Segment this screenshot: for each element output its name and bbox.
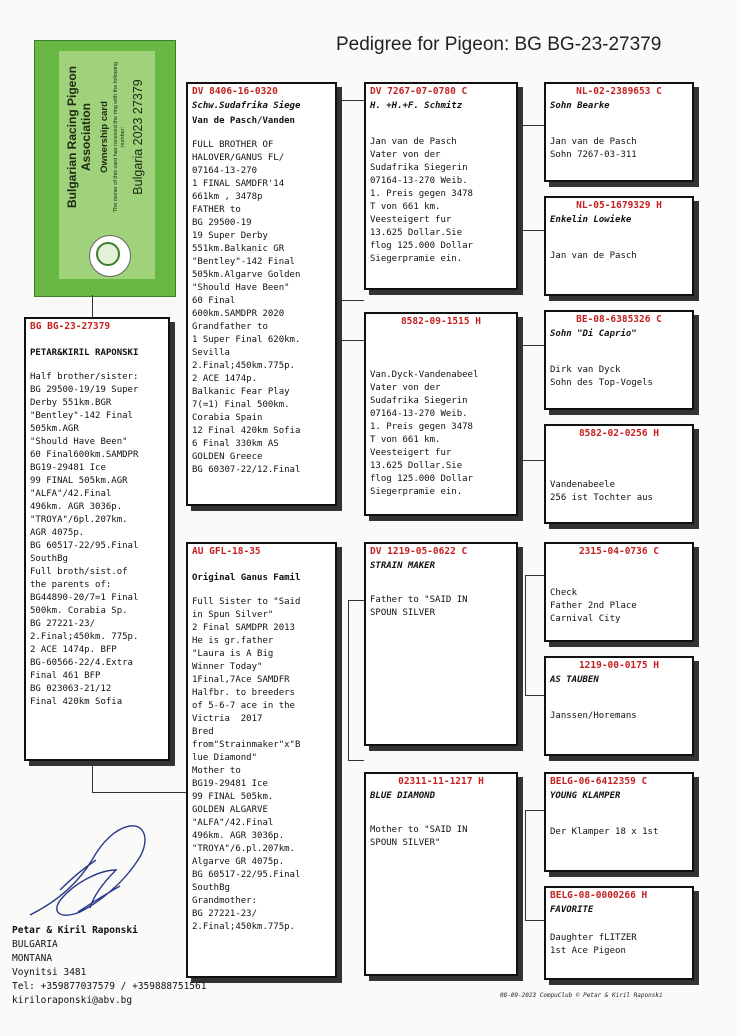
owner-name: Petar & Kiril Raponski — [12, 925, 138, 936]
connector-line — [520, 230, 544, 231]
subject-ring: BG BG-23-27379 — [30, 321, 111, 332]
subject-owner: PETAR&KIRIL RAPONSKI — [30, 348, 139, 358]
connector-line — [520, 345, 544, 346]
owner-town: Voynitsi 3481 — [12, 967, 87, 978]
sire-sire-notes: Jan van de Pasch Vater von der Sudafrika Siegerin 07164-13-270 Weib. 1. Preis gegen 3478 T von 661 km. Veesteigert fur 13.625 Dollar.Sie flog 125.000 Dollar Siegerpramie ein. — [370, 137, 473, 264]
dam-sire-ring: DV 1219-05-0622 C — [370, 546, 468, 557]
dam-dam-ring: 02311-11-1217 H — [398, 776, 484, 787]
ssd-notes: Jan van de Pasch — [550, 251, 637, 261]
ownership-card-rotated-text — [59, 51, 155, 279]
sdd-notes: Vandenabeele 256 ist Tochter aus — [550, 480, 653, 503]
sire-dam-card — [364, 312, 518, 516]
sire-sire-ring: DV 7267-07-0780 C — [370, 86, 468, 97]
sire-sire-name: H. +H.+F. Schmitz — [370, 101, 463, 111]
sire-breeder: Van de Pasch/Vanden — [192, 116, 295, 126]
sire-name: Schw.Sudafrika Siege — [192, 101, 301, 111]
connector-line — [520, 345, 521, 460]
sds-ring: BE-08-6385326 C — [576, 314, 662, 325]
connector-line — [525, 695, 544, 696]
dam-name: Original Ganus Famil — [192, 573, 301, 583]
dds-notes: Der Klamper 18 x 1st — [550, 827, 659, 837]
connector-line — [348, 760, 364, 761]
association-emblem-icon — [89, 235, 131, 277]
sire-dam-notes: Van.Dyck-Vandenabeel Vater von der Sudafrika Siegerin 07164-13-270 Weib. 1. Preis gegen 3478 T von 661 km. Veesteigert fur 13.625 Dollar.Sie flog 125.000 Dollar Siegerpramie ein. — [370, 370, 479, 497]
dsd-ring: 1219-00-0175 H — [578, 660, 660, 671]
connector-line — [348, 600, 364, 601]
owner-email: kiriloraponski@abv.bg — [12, 995, 133, 1006]
connector-line — [520, 125, 544, 126]
connector-line — [520, 125, 521, 230]
ddd-name: FAVORITE — [550, 905, 594, 915]
ddd-notes: Daughter fLITZER 1st Ace Pigeon — [550, 933, 637, 956]
owner-country: BULGARIA — [12, 939, 58, 950]
connector-line — [525, 575, 544, 576]
dds-name: YOUNG KLAMPER — [550, 791, 621, 801]
connector-line — [340, 340, 364, 341]
ssd-card — [544, 196, 694, 296]
sire-ring: DV 8406-16-0320 — [192, 86, 278, 97]
sire-dam-ring: 8582-09-1515 H — [400, 316, 482, 327]
connector-line — [340, 300, 364, 301]
connector-line — [520, 460, 544, 461]
ddd-ring: BELG-08-0000266 H — [550, 890, 648, 901]
card-title: Ownership card — [99, 101, 110, 173]
connector-line — [92, 295, 93, 317]
sire-card — [186, 82, 337, 506]
dds-ring: BELG-06-6412359 C — [550, 776, 648, 787]
dam-ring: AU GFL-18-35 — [192, 546, 261, 557]
ssd-ring: NL-05-1679329 H — [576, 200, 662, 211]
connector-line — [340, 100, 341, 305]
dam-sire-card — [364, 542, 518, 746]
subject-notes: Half brother/sister: BG 29500-19/19 Super Derby 551km.BGR "Bentley"-142 Final 505km.AGR "Should Have Been" 60 Final600km.SAMDPR BG19-29481 Ice 99 FINAL 505km.AGR "ALFA"/42.Final 496km. AGR 3036p. "TROYA"/6pl.207km. AGR 4075p. BG 60517-22/95.Final SouthBg Full broth/sist.of the parents of: BG44890-20/7=1 Final 500km. Corabia Sp. BG 27221-23/ 2.Final;450km. 775p. 2 ACE 1474p. BFP BG-60566-22/4.Extra Final 461 BFP BG 023063-21/12 Final 420km Sofia — [30, 372, 139, 707]
ownership-card-inner — [59, 51, 155, 279]
dsd-card — [544, 656, 694, 756]
sss-ring: NL-02-2389653 C — [576, 86, 662, 97]
dss-ring: 2315-04-0736 C — [578, 546, 660, 557]
ownership-card — [34, 40, 176, 297]
connector-line — [92, 792, 186, 793]
dam-dam-name: BLUE DIAMOND — [370, 791, 436, 801]
ssd-name: Enkelin Lowieke — [550, 215, 632, 225]
dam-card — [186, 542, 337, 978]
subject-pigeon-card — [24, 317, 170, 761]
connector-line — [92, 760, 93, 792]
association-name: Bulgarian Racing Pigeon Association — [65, 65, 93, 209]
sire-sire-card — [364, 82, 518, 290]
dam-sire-notes: Father to "SAID IN SPOUN SILVER — [370, 595, 468, 618]
connector-line — [525, 575, 526, 695]
connector-line — [348, 600, 349, 760]
dss-card — [544, 542, 694, 642]
dss-notes: Check Father 2nd Place Carnival City — [550, 588, 637, 624]
sss-card — [544, 82, 694, 182]
pigeon-emblem-icon — [96, 242, 120, 266]
page-title: Pedigree for Pigeon: BG BG-23-27379 — [336, 34, 662, 55]
sds-name: Sohn "Di Caprio" — [550, 329, 637, 339]
connector-line — [525, 920, 544, 921]
dds-card — [544, 772, 694, 872]
footer-text: 08-09-2023 CompuClub © Petar & Kiril Raponski — [500, 992, 663, 999]
dam-notes: Full Sister to "Said in Spun Silver" 2 Final SAMDPR 2013 He is gr.father "Laura is A Big Winner Today" 1Final,7Ace SAMDFR Halfbr. to breeders of 5-6-7 ace in the Victria 2017 Bred from"Strainmaker"x"B lue Diamond" Mother to BG19-29481 Ice 99 FINAL 505km. GOLDEN ALGARVE "ALFA"/42.Final 496km. AGR 3036p. "TROYA"/6.pl.207km. Algarve GR 4075p. BG 60517-22/95.Final SouthBg Grandmother: BG 27221-23/ 2.Final;450km.775p. — [192, 597, 301, 932]
sdd-ring: 8582-02-0256 H — [578, 428, 660, 439]
card-ring-number: Bulgaria 2023 27379 — [131, 79, 145, 195]
ddd-card — [544, 886, 694, 980]
owner-region: MONTANA — [12, 953, 53, 964]
connector-line — [340, 300, 341, 340]
connector-line — [340, 100, 364, 101]
dsd-notes: Janssen/Horemans — [550, 711, 637, 721]
handwritten-signature — [20, 820, 170, 930]
sss-name: Sohn Bearke — [550, 101, 610, 111]
sdd-card — [544, 424, 694, 524]
sss-notes: Jan van de Pasch Sohn 7267-03-311 — [550, 137, 637, 160]
sire-notes: FULL BROTHER OF HALOVER/GANUS FL/ 07164-13-270 1 FINAL SAMDFR'14 661km , 3478p FATHER to BG 29500-19 19 Super Derby 551km.Balkanic GR "Bentley"-142 Final 505km.Algarve Golden "Should Have Been" 60 Final 600km.SAMDPR 2020 Grandfather to 1 Super Final 620km. Sevilla 2.Final;450km.775p. 2 ACE 1474p. Balkanic Fear Play 7(=1) Final 500km. Corabia Spain 12 Final 420km Sofia 6 Final 330km AS GOLDEN Greece BG 60307-22/12.Final — [192, 140, 301, 475]
dam-dam-card — [364, 772, 518, 976]
dam-dam-notes: Mother to "SAID IN SPOUN SILVER" — [370, 825, 468, 848]
sds-card — [544, 310, 694, 410]
owner-address-block — [12, 924, 206, 1008]
dsd-name: AS TAUBEN — [550, 675, 599, 685]
sds-notes: Dirk van Dyck Sohn des Top-Vogels — [550, 365, 653, 388]
dam-sire-name: STRAIN MAKER — [370, 561, 436, 571]
card-note: The owner of this card has received the ring with the following number: — [113, 61, 126, 213]
owner-phone: Tel: +359877037579 / +359888751561 — [12, 981, 207, 992]
connector-line — [525, 810, 544, 811]
connector-line — [525, 810, 526, 920]
